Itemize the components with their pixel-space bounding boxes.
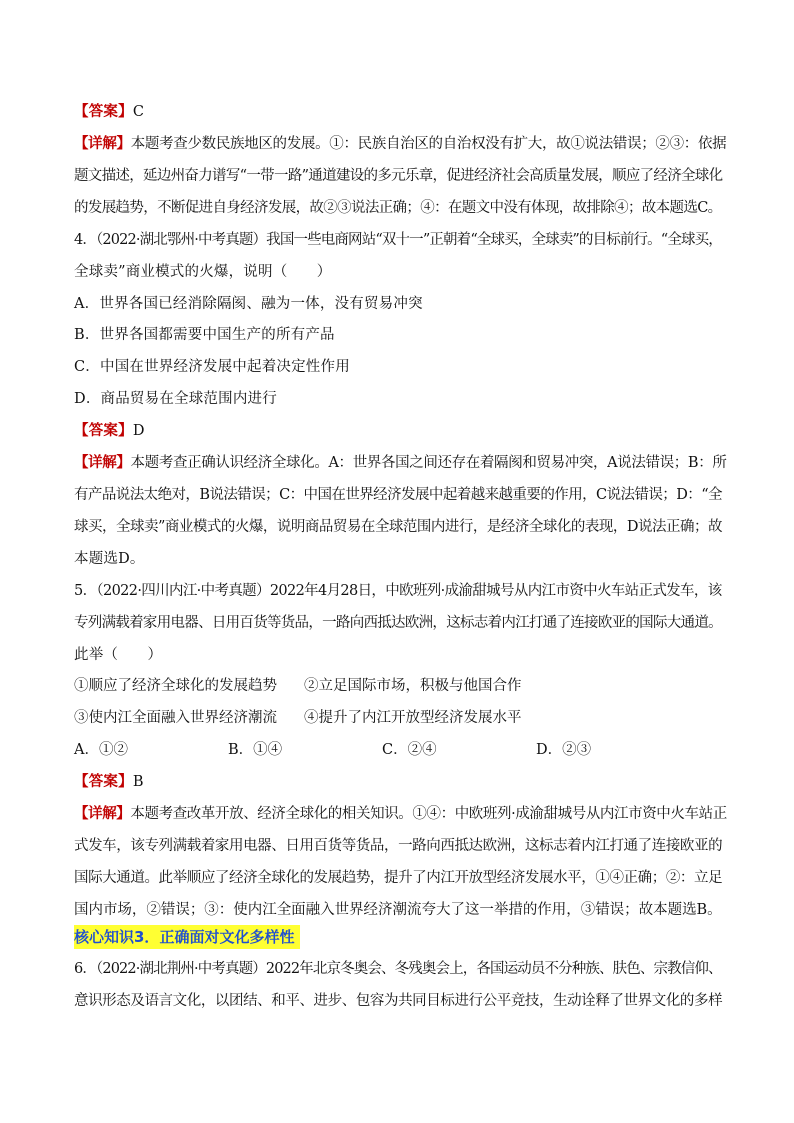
q4-detail-line-3: 球买，全球卖”商业模式的火爆，说明商品贸易在全球范围内进行，是经济全球化的表现，D说法正确；故 xyxy=(74,519,722,535)
q4-stem-line-1: 4．（2022·湖北鄂州·中考真题）我国一些电商网站“双十一”正朝着“全球买，全球卖”的目标前行。“全球买， xyxy=(74,232,722,248)
q5-answer: B xyxy=(132,774,144,790)
section-heading: 核心知识3．正确面对文化多样性 xyxy=(74,925,300,949)
answer-label: 【答案】 xyxy=(74,774,133,790)
q5-detail-line-3: 国际大通道。此举顺应了经济全球化的发展趋势，提升了内江开放型经济发展水平，①④正确；②：立足 xyxy=(74,870,723,886)
q5-detail-line-1 xyxy=(74,803,727,825)
answer-label: 【答案】 xyxy=(74,423,133,439)
q4-answer-line xyxy=(74,420,145,442)
q5-detail-line-4: 国内市场，②错误；③：使内江全面融入世界经济潮流夸大了这一举措的作用，③错误；故本题选B。 xyxy=(74,902,722,918)
q5-option-c: C．②④ xyxy=(382,742,437,758)
q5-stem-line-3: 此举（ ） xyxy=(74,647,163,663)
q3-answer: C xyxy=(132,104,145,120)
q3-detail-text: 本题考查少数民族地区的发展。①：民族自治区的自治权没有扩大，故①说法错误；②③：依据 xyxy=(130,136,727,152)
q5-option-b: B．①④ xyxy=(228,742,283,758)
q4-detail-line-1 xyxy=(74,452,727,474)
detail-label: 【详解】 xyxy=(74,136,131,152)
detail-label: 【详解】 xyxy=(74,455,131,471)
q4-detail-line-4: 本题选D。 xyxy=(74,551,145,567)
q4-option-b: B．世界各国都需要中国生产的所有产品 xyxy=(74,327,335,343)
q3-answer-line xyxy=(74,101,144,123)
q5-statement-1: ①顺应了经济全球化的发展趋势 xyxy=(74,678,277,694)
q5-option-a: A．①② xyxy=(74,742,128,758)
q6-stem-line-1: 6．（2022·湖北荆州·中考真题）2022年北京冬奥会、冬残奥会上，各国运动员不分种族、肤色、宗教信仰、 xyxy=(74,961,722,977)
q3-detail-line-2: 题文描述，延边州奋力谱写“一带一路”通道建设的多元乐章，促进经济社会高质量发展，顺应了经济全球化 xyxy=(74,168,723,184)
q4-option-d: D．商品贸易在全球范围内进行 xyxy=(74,391,277,407)
q5-option-d: D．②③ xyxy=(536,742,592,758)
detail-label: 【详解】 xyxy=(74,806,131,822)
q5-statement-2: ②立足国际市场，积极与他国合作 xyxy=(304,678,522,694)
q4-option-a: A．世界各国已经消除隔阂、融为一体，没有贸易冲突 xyxy=(74,296,423,312)
q5-detail-line-2: 式发车，该专列满载着家用电器、日用百货等货品，一路向西抵达欧洲，这标志着内江打通了连接欧亚的 xyxy=(74,838,723,854)
q4-detail-text: 本题考查正确认识经济全球化。A：世界各国之间还存在着隔阂和贸易冲突，A说法错误；B：所 xyxy=(130,455,727,471)
q5-statement-4: ④提升了内江开放型经济发展水平 xyxy=(304,710,522,726)
q3-detail-line-3: 的发展趋势，不断促进自身经济发展，故②③说法正确；④：在题文中没有体现，故排除④；故本题选C。 xyxy=(74,200,722,216)
q4-answer: D xyxy=(132,423,145,439)
q3-detail-line-1 xyxy=(74,133,726,155)
q5-stem-line-1: 5．（2022·四川内江·中考真题）2022年4月28日，中欧班列·成渝甜城号从内江市资中火车站正式发车，该 xyxy=(74,583,722,599)
q4-detail-line-2: 有产品说法太绝对，B说法错误；C：中国在世界经济发展中起着越来越重要的作用，C说法错误；D：“全 xyxy=(74,487,722,503)
q4-option-c: C．中国在世界经济发展中起着决定性作用 xyxy=(74,359,350,375)
q6-stem-line-2: 意识形态及语言文化，以团结、和平、进步、包容为共同目标进行公平竞技，生动诠释了世界文化的多样 xyxy=(74,993,723,1009)
q5-statement-3: ③使内江全面融入世界经济潮流 xyxy=(74,710,277,726)
answer-label: 【答案】 xyxy=(74,104,133,120)
q5-stem-line-2: 专列满载着家用电器、日用百货等货品，一路向西抵达欧洲，这标志着内江打通了连接欧亚的国际大通道。 xyxy=(74,615,722,631)
q4-stem-line-2: 全球卖”商业模式的火爆，说明（ ） xyxy=(74,264,332,280)
q5-answer-line xyxy=(74,771,144,793)
q5-detail-text: 本题考查改革开放、经济全球化的相关知识。①④：中欧班列·成渝甜城号从内江市资中火车站正 xyxy=(130,806,727,822)
